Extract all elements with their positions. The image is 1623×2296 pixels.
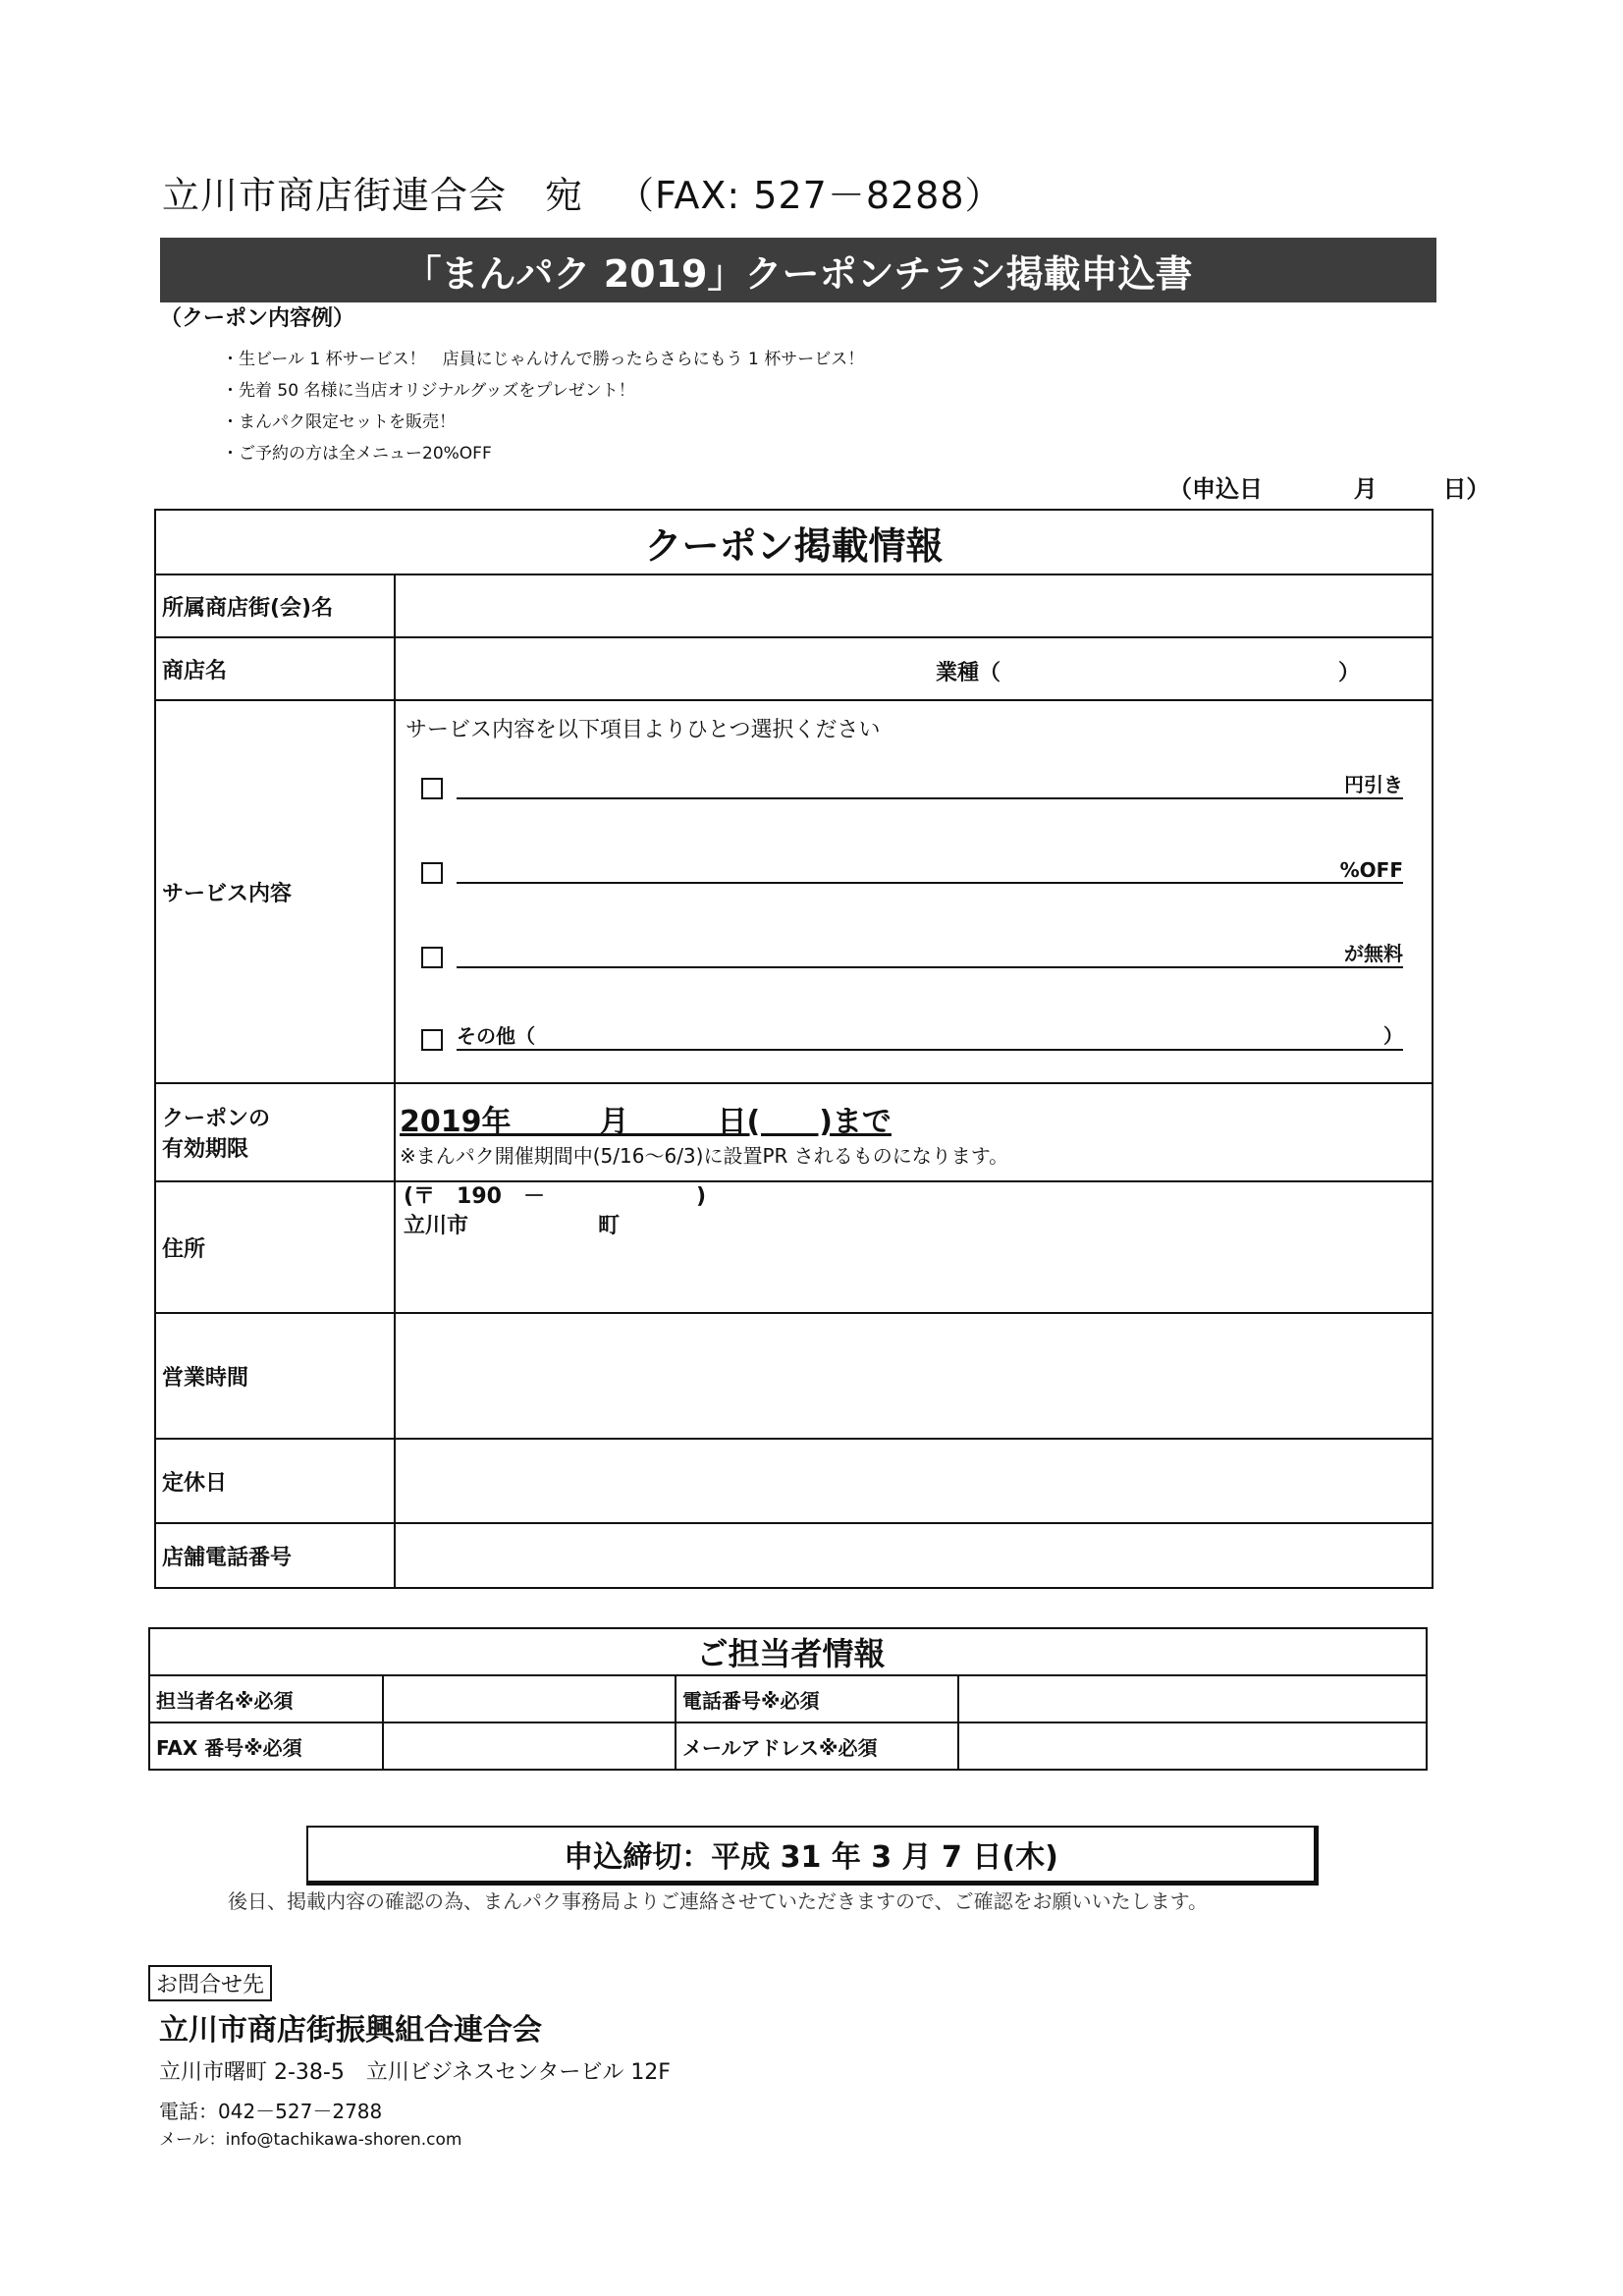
checkbox-icon[interactable] xyxy=(421,947,443,968)
hours-label: 営業時間 xyxy=(155,1313,395,1439)
person-name-field[interactable] xyxy=(383,1675,676,1722)
affiliation-label: 所属商店街(会)名 xyxy=(155,574,395,637)
option-free[interactable] xyxy=(421,941,1403,980)
expiry-label-line2: 有効期限 xyxy=(162,1137,249,1162)
contact-info-table xyxy=(148,1627,1428,1771)
other-label: その他（ xyxy=(457,1020,537,1049)
addressee-line xyxy=(162,165,1003,219)
person-name-label: 担当者名※必須 xyxy=(149,1675,383,1722)
organization-address: 立川市曙町 2-38-5 立川ビジネスセンタービル 12F xyxy=(159,2060,671,2085)
application-date-open: （申込日 xyxy=(1168,475,1263,503)
examples-heading: （クーポン内容例） xyxy=(160,306,355,331)
shop-name-field[interactable] xyxy=(395,637,1433,700)
coupon-section-heading: クーポン掲載情報 xyxy=(155,510,1433,574)
email-field[interactable] xyxy=(958,1722,1427,1770)
checkbox-icon[interactable] xyxy=(421,1029,443,1051)
fill-line[interactable] xyxy=(457,882,1403,884)
service-options xyxy=(395,700,1433,1083)
affiliation-field[interactable] xyxy=(395,574,1433,637)
other-close: ） xyxy=(1383,1024,1403,1048)
industry-label: 業種（ xyxy=(936,661,1001,685)
followup-note: 後日、掲載内容の確認の為、まんパク事務局よりご連絡させていただきますので、ご確認をお願いいたします。 xyxy=(228,1889,1208,1913)
application-date-day: 日） xyxy=(1442,475,1490,503)
contact-phone-field[interactable] xyxy=(958,1675,1427,1722)
checkbox-icon[interactable] xyxy=(421,778,443,799)
closed-day-field[interactable] xyxy=(395,1439,1433,1523)
shop-name-label: 商店名 xyxy=(155,637,395,700)
contact-section-heading: ご担当者情報 xyxy=(149,1628,1427,1675)
examples-list xyxy=(222,344,864,469)
option-suffix: %OFF xyxy=(1336,858,1403,882)
option-other[interactable] xyxy=(421,1023,1403,1063)
email-label: メールアドレス※必須 xyxy=(676,1722,958,1770)
address-label: 住所 xyxy=(155,1181,395,1313)
example-item: ・生ビール 1 杯サービス！ 店員にじゃんけんで勝ったらさらにもう 1 杯サービス！ xyxy=(222,350,865,369)
fill-line[interactable] xyxy=(457,1049,1403,1051)
option-suffix: が無料 xyxy=(1340,938,1403,966)
organization-phone: 電話：042－527－2788 xyxy=(159,2100,383,2123)
example-item: ・まんパク限定セットを販売！ xyxy=(222,412,456,432)
hours-field[interactable] xyxy=(395,1313,1433,1439)
organization-email: メール：info@tachikawa-shoren.com xyxy=(159,2130,462,2150)
expiry-label-line1: クーポンの xyxy=(162,1107,271,1131)
fill-line[interactable] xyxy=(457,966,1403,968)
option-suffix: 円引き xyxy=(1340,769,1403,797)
shop-phone-label: 店舗電話番号 xyxy=(155,1523,395,1588)
deadline-box: 申込締切：平成 31 年 3 月 7 日(木) xyxy=(306,1826,1319,1886)
coupon-info-table xyxy=(154,509,1434,1589)
option-percent-off[interactable] xyxy=(421,856,1403,896)
address-city: 立川市 町 xyxy=(404,1214,621,1238)
fax-number: （FAX: 527－8288） xyxy=(617,174,1003,217)
fax-field[interactable] xyxy=(383,1722,676,1770)
expiry-note: ※まんパク開催期間中(5/16～6/3)に設置PR されるものになります。 xyxy=(400,1143,1009,1168)
inquiry-label: お問合せ先 xyxy=(148,1965,272,2001)
closed-day-label: 定休日 xyxy=(155,1439,395,1523)
example-item: ・先着 50 名様に当店オリジナルグッズをプレゼント！ xyxy=(222,381,635,401)
contact-phone-label: 電話番号※必須 xyxy=(676,1675,958,1722)
expiry-label xyxy=(155,1083,395,1181)
industry-field[interactable] xyxy=(936,656,1361,686)
option-yen-discount[interactable] xyxy=(421,772,1403,811)
application-date-month: 月 xyxy=(1353,475,1378,503)
form-title: 「まんパク 2019」クーポンチラシ掲載申込書 xyxy=(160,238,1436,302)
example-item: ・ご予約の方は全メニュー20%OFF xyxy=(222,444,492,464)
industry-close: ） xyxy=(1338,661,1361,685)
addressee: 立川市商店街連合会 宛 xyxy=(162,174,584,217)
application-date xyxy=(1168,469,1489,504)
checkbox-icon[interactable] xyxy=(421,862,443,884)
service-label: サービス内容 xyxy=(155,700,395,1083)
address-zip: (〒 190 － ) xyxy=(404,1184,707,1209)
address-field[interactable] xyxy=(395,1181,1433,1313)
organization-name: 立川市商店街振興組合連合会 xyxy=(159,2013,542,2048)
expiry-field[interactable] xyxy=(395,1083,1433,1181)
expiry-date: 2019年 月 日( )まで xyxy=(400,1104,892,1139)
fill-line[interactable] xyxy=(457,797,1403,799)
shop-phone-field[interactable] xyxy=(395,1523,1433,1588)
fax-label: FAX 番号※必須 xyxy=(149,1722,383,1770)
service-intro: サービス内容を以下項目よりひとつ選択ください xyxy=(406,718,881,742)
